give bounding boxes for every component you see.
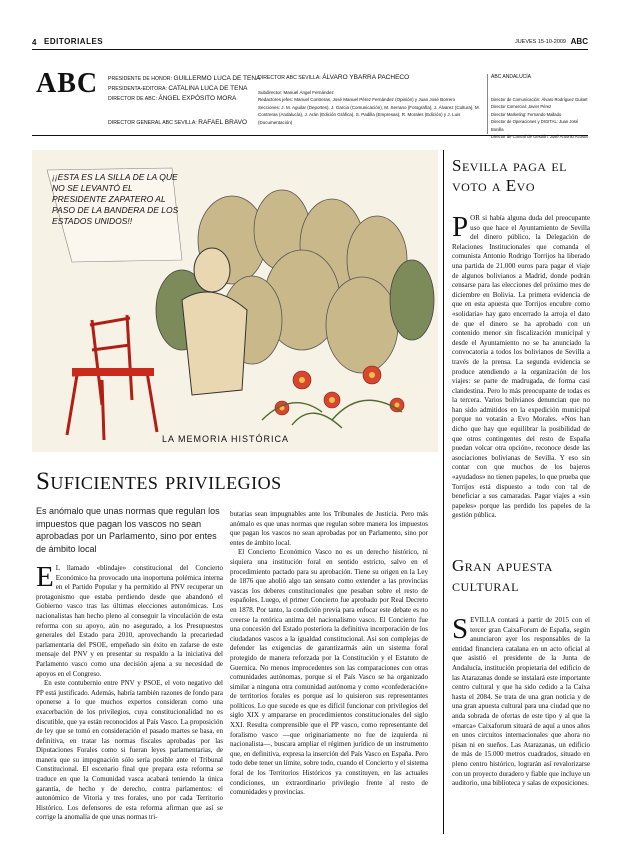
company-header: ABC ANDALUCÍA [491, 74, 532, 80]
side-article-2-title: Gran apuesta cultural [452, 556, 553, 595]
side-article-2-body [452, 616, 590, 834]
paragraph: En este contubernio entre PNV y PSOE, el voto negativo del PP está justificado. Además, habría también razones de fondo para oponerse a lo que muchos expertos consideran como una exacerbación de los privilegios, cuya constitucionalidad no es discutible, que ya están reconocidos al País Vasco. La proposición de ley que se tomó en consideración el pasado martes se basa, en definitiva, en tratar las normas fiscales aprobadas por las Diputaciones Forales como si fueran leyes parlamentarias, de manera que su impugnación sólo sería posible ante el Tribunal Constitucional. El escenario final que prepara esta reforma se traduce en que la Comunidad vasca acabará teniendo la única garantía, de hecho y de derecho, contra parlamentos: el autonómico de Vitoria y tres forales, uno por cada Territorio Histórico. Los defensores de esta reforma afirman que así se corrige la anomalía de que unas normas tri- [36, 679, 223, 822]
credit-line: DIRECTOR GENERAL ABC SEVILLA: RAFAEL BRAVO [108, 119, 248, 126]
credit-line: DIRECTOR DE ABC: ÁNGEL EXPÓSITO MORA [108, 95, 237, 102]
issue-date: JUEVES 15-10-2009 [514, 39, 566, 45]
staff-line: Subdirector: Manuel Ángel Fernández [258, 89, 334, 95]
company-line: Director de Comunicación: Álvaro Rodríguez Guitart [491, 96, 588, 102]
page-header [32, 36, 588, 50]
staff-line: Redactores jefes: Manuel Contreras, José Manuel Pérez Fernández (Opinión) y Juan José Borrero [258, 97, 456, 102]
main-article-subtitle: Es anómalo que unas normas que regulan los impuestos que pagan los vascos no sean aprobadas por un Parlamento, sino por entes de ámbito local [36, 506, 220, 554]
credits-middle [258, 74, 483, 126]
company-line: Director Comercial: Javier Pérez [491, 104, 552, 109]
credit-line: PRESIDENTA-EDITORA: CATALINA LUCA DE TENA [108, 85, 248, 92]
credits-left [108, 74, 261, 126]
paragraph: POR si había alguna duda del preocupante uso que hace el Ayuntamiento de Sevilla del dinero público, la Delegación de Relaciones Institucionales que comanda el comunista Antonio Rodrigo Torrijos ha liberado una partida de 21.000 euros para pagar el viaje de algunos bolivianos a Madrid, donde podrán censarse para las elecciones del próximo mes de diciembre en Bolivia. La primera evidencia de que en esta apuesta que Torrijos encubre como «solidaria» hay gato encerrado la arroja el dato de que el dinero se ha aprobado con un contenido menor sin fiscalización municipal y desde el Ayuntamiento no se ha anunciado la convocatoria a todos los bolivianos de Sevilla a través de la prensa. La segunda evidencia se produce atendiendo a la organización de los viajes: se parte de madrugada, de forma casi clandestina. Pero lo más preocupante de todas es la tercera. Varios bolivianos denuncian que no han sido admitidos en la expedición municipal porque no votarán a Evo Morales. «Nos han dicho que hay que equilibrar la posibilidad de que otros contingentes del resto de España puedan volcar otra opción», reconoce desde las asociaciones bolivianas de Sevilla. Y eso sin contar con que muchos de los bajeros «ayudados» no tienen papeles, lo que prueba que Torrijos está dispuesto a todo con tal de beneficiar a sus camaradas. Pagar viajes a «sin papeles» porque las perdido los papeles de la gestión pública. [452, 214, 590, 520]
paragraph: SEVILLA contará a partir de 2015 con el tercer gran CaixaForum de España, según anunciaron ayer los responsables de la entidad financiera catalana en un acto oficial al que asistió el presidente de la Junta de Andalucía, institución propietaria del edificio de las Atarazanas donde se instalará este importante centro cultural y que ha sido cedido a la Caixa hasta el 2084. Se trata de una gran noticia y de una gran apuesta cultural para una ciudad que no anda sobrada de ofertas de este tipo y al que la «marca» Caixaforum situará de aquí a unos años en unos circuitos internacionales que ahora no pisan ni en sueños. Las Atarazanas, un edificio de más de 15.000 metros cuadrados, situado en pleno centro histórico, lograrán así revalorizarse con un proyecto duradero y fiable que incluye un auditorio, una biblioteca y salas de exposiciones. [452, 616, 590, 788]
side-article-1-title: Sevilla paga el voto a Evo [452, 156, 568, 195]
company-line: Director de Control de Gestión: José Antonio Acosta [491, 134, 588, 139]
page-number: 4 [32, 38, 37, 47]
paragraph: EL llamado «blindaje» constitucional del Concierto Económico ha provocado una inoportuna polémica interna en el Partido Popular y ha permitido al PNV recuperar un protagonismo que estaba perdiendo desde que abandonó el Gobierno vasco tras las últimas elecciones autonómicas. Los nacionalistas han hecho pleno al conseguir la vinculación de esta reforma con su apoyo, aún no asegurado, a los Presupuestos generales del Estado para 2010, aprovechando la precariedad parlamentaria del PSOE, empeñado sin éxito en zafarse de este mensaje del PNV y en presentar su respaldo a la iniciativa del Parlamento vasco como una decisión ajena a su necesidad de apoyos en el Congreso. [36, 564, 223, 678]
abc-logo: ABC [36, 68, 99, 99]
credit-line: DIRECTOR ABC SEVILLA: ÁLVARO YBARRA PACHECO [258, 74, 410, 81]
staff-line: Secciones: J. M. Aguilar (Deportes), J. Garcia (Comunicación), M. Serrano (Fotografía), J. Álvarez (Cultura), M. Contreras (Andalucía), J. Arán (Edición Gráfica), S. Padilla (Empresas), R. Morales (Edición) y J. Luis (Documentación) [258, 104, 480, 125]
cartoon-caption: LA MEMORIA HISTÓRICA [162, 434, 290, 444]
company-line: Director de Operaciones y DIGITAL: Juan José Bonilla [491, 119, 579, 132]
brand-mark: ABC [570, 37, 588, 46]
main-article-column-1 [36, 564, 223, 834]
side-article-1-body [452, 214, 590, 542]
cartoon-speech: ¡¡ESTA ES LA SILLA DE LA QUE NO SE LEVANTÓ EL PRESIDENTE ZAPATERO AL PASO DE LA BANDERA DE LOS ESTADOS UNIDOS!! [52, 172, 179, 226]
main-article-column-2 [230, 510, 428, 834]
main-article-title: Suficientes privilegios [36, 468, 282, 495]
paragraph: El Concierto Económico Vasco no es un derecho histórico, ni siquiera una institución foral en sentido estricto, salvo en el procedimiento pactado para su aprobación. Tiene su origen en la Ley de 1876 que abolió algo tan sensato como extender a las provincias vascas los deberes constitucionales que pesaban sobre el resto de españoles. Luego, el primer Concierto fue aprobado por Real Decreto en 1878. Por tanto, la condición previa para enfocar este debate es no creerse la retórica antima del nacionalismo vasco. El Concierto fue una concesión del Estado posteriora la definitiva incorporación de los ciudadanos vascos a la igualdad constitucional. Así son complejas de defender las exigencias de garantizarmás aún un sistema foral protegido de manera reforzada por la Constitución y el Estatuto de Guernica. No menos improcedentes son las comparaciones con otras comunidades autónomas, porque si el País Vasco se ha organizado similar a ninguna otra comunidad autónoma y como «confederación» de territorios forales es porque así lo quisieron sus representantes políticos. Lo que sucede es que es difícil funcionar con privilegios del siglo XIX y ampararse en procedimientos constitucionales del siglo XXI. Resulta comprensible que el PP vasco, como representante del foralismo vasco —que originariamente no fue de izquierda ni nacionalista—, buscara ampliar el régimen jurídico de un instrumento que, en definitiva, expresa la inserción del País Vasco en España. Pero todo debe tener un límite, sobre todo, cuando el Concierto y el sistema foral de los Territorios Históricos ya constituyen, en las actuales condiciones, un extraordinario privilegio frente al resto de comunidades y provincias. [230, 548, 428, 797]
section-title: EDITORIALES [44, 37, 104, 46]
cartoon-illustration [32, 150, 438, 452]
column-divider [443, 150, 444, 834]
credit-line: PRESIDENTE DE HONOR: GUILLERMO LUCA DE TENA [108, 75, 261, 82]
editorial-cartoon [32, 150, 438, 452]
company-line: Director Marketing: Fernando Mallado [491, 111, 562, 117]
credits-right [487, 74, 588, 139]
paragraph: butarias sean impugnables ante los Tribunales de Justicia. Pero más anómalo es que unas normas que regulan sobre manera los impuestos que pagan los vascos no sean aprobadas por un Parlamento, sino por entes de ámbito local. [230, 510, 428, 547]
masthead [32, 58, 588, 139]
